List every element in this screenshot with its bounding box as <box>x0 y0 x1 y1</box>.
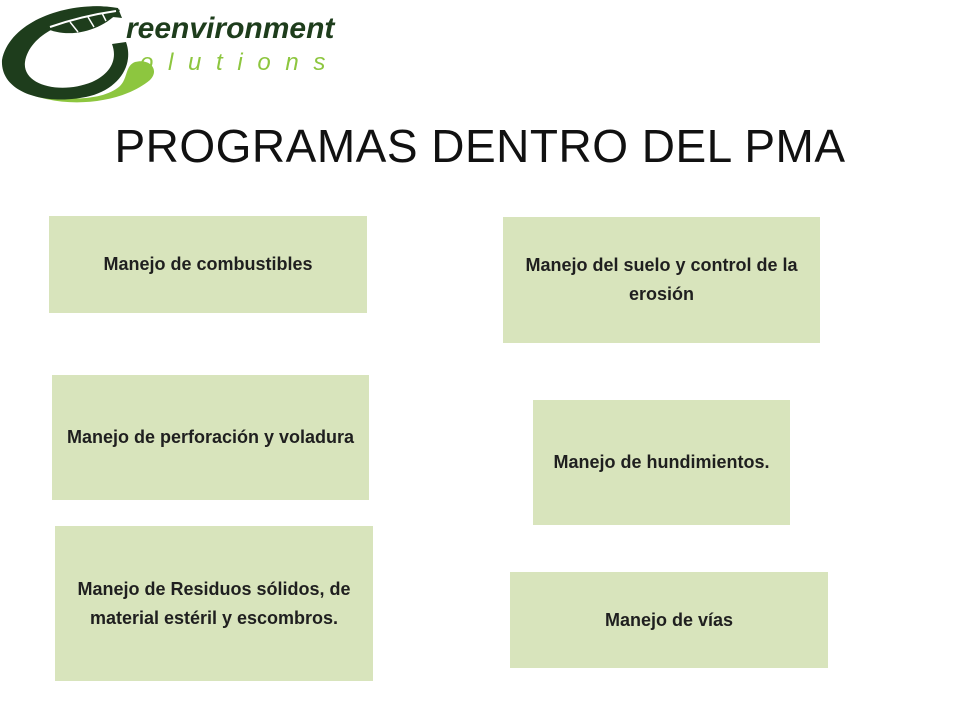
logo-line2: o l u t i o n s <box>140 49 330 76</box>
page-title: PROGRAMAS DENTRO DEL PMA <box>114 120 846 172</box>
program-box-perforacion-voladura <box>52 375 369 500</box>
program-label: Manejo de vías <box>604 609 734 630</box>
program-box-hundimientos <box>533 400 790 525</box>
program-box-residuos-solidos <box>55 526 373 681</box>
program-label: Manejo de combustibles <box>103 254 313 274</box>
program-label: Manejo de hundimientos. <box>553 452 770 472</box>
program-box-vias <box>510 572 828 668</box>
leaf-swoosh-icon <box>0 0 420 110</box>
program-box-combustibles <box>49 216 367 313</box>
program-label: Manejo de perforación y voladura <box>66 427 355 447</box>
program-box-suelo-erosion <box>503 217 820 343</box>
logo-line1: reenvironment <box>126 12 335 45</box>
program-label: Manejo del suelo y control de la erosión <box>525 255 798 304</box>
program-label: Manejo de Residuos sólidos, de material estéril y escombros. <box>77 578 351 628</box>
greenvironment-logo <box>0 0 420 110</box>
